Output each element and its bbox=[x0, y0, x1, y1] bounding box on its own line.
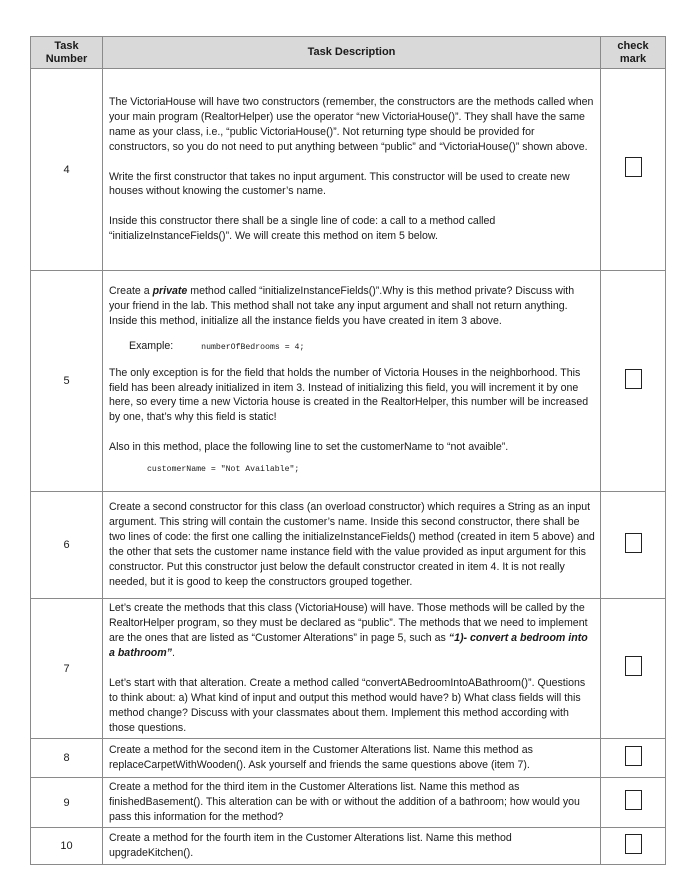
task-paragraph: Also in this method, place the following line to set the customerName to “not avaible”. bbox=[109, 441, 509, 454]
check-cell bbox=[601, 69, 666, 271]
emphasis-private: private bbox=[152, 284, 188, 297]
checkbox[interactable] bbox=[625, 834, 642, 854]
text-run: Create a bbox=[109, 284, 153, 297]
example-code: numberOfBedrooms = 4; bbox=[201, 342, 305, 352]
checkbox[interactable] bbox=[625, 157, 642, 177]
checkbox[interactable] bbox=[625, 656, 642, 676]
task-description bbox=[103, 599, 601, 739]
checkbox[interactable] bbox=[625, 746, 642, 766]
task-paragraph: Create a second constructor for this class (an overload constructor) which requires a String as an input argument. This string will contain the customer’s name. Inside this second constructor, there shall be two lines of code: the first one calling the initializeInstanceFields() method (created in item 5 above) and the other that sets the customer name instance field with the value provided as input argument for this constructor. Put this constructor just below the default constructor created in item 4. It is not really needed, but it is good to keep the constructors grouped together. bbox=[109, 501, 595, 588]
header-check-mark: check mark bbox=[601, 37, 666, 69]
task-number: 8 bbox=[31, 739, 103, 778]
example-label: Example: bbox=[129, 339, 174, 352]
check-cell bbox=[601, 492, 666, 599]
task-number: 4 bbox=[31, 69, 103, 271]
task-table bbox=[30, 36, 666, 865]
task-description bbox=[103, 828, 601, 865]
text-run: . bbox=[171, 647, 175, 660]
task-row-6 bbox=[31, 492, 666, 599]
task-paragraph: Let’s start with that alteration. Create a method called “convertABedroomIntoABathroom()”. Questions to think about: a) What kind of input and output this method would have? b) What class fields will this method change? Discuss with your classmates about them. Implement this method according with those questions. bbox=[109, 677, 586, 734]
task-row-8 bbox=[31, 739, 666, 778]
check-cell bbox=[601, 778, 666, 828]
code-snippet: customerName = "Not Available"; bbox=[147, 465, 300, 475]
task-description bbox=[103, 69, 601, 271]
task-paragraph: Create a method for the fourth item in the Customer Alterations list. Name this method upgradeKitchen(). bbox=[109, 832, 512, 859]
task-number: 7 bbox=[31, 599, 103, 739]
task-row-5 bbox=[31, 271, 666, 492]
check-cell bbox=[601, 828, 666, 865]
task-description bbox=[103, 739, 601, 778]
text-run: method called “initializeInstanceFields()”.Why is this method private? Discuss with your friend in the lab. This method shall not take any input argument and shall not return anything. Inside this method, initialize all the instance fields you have created in item 3 above. bbox=[109, 284, 575, 327]
task-paragraph: Create a method for the second item in the Customer Alterations list. Name this method as replaceCarpetWithWooden(). Ask yourself and friends the same questions above (item 7). bbox=[109, 744, 533, 771]
checkbox[interactable] bbox=[625, 790, 642, 810]
task-description bbox=[103, 271, 601, 492]
task-paragraph: Write the first constructor that takes no input argument. This constructor will be used to create new houses without knowing the customer’s name. bbox=[109, 170, 570, 198]
check-cell bbox=[601, 271, 666, 492]
task-paragraph bbox=[109, 284, 596, 329]
task-paragraph: The VictoriaHouse will have two constructors (remember, the constructors are the methods called when your main program (RealtorHelper) use the operator “new VictoriaHouse()”. They shall have the same name as your class, i.e., “public VictoriaHouse()”. Not returning type should be provided for constructors, so you do not need to put anything between “public” and “VictoriaHouse()” shown above. bbox=[109, 95, 594, 153]
task-row-4 bbox=[31, 69, 666, 271]
header-task-number: Task Number bbox=[31, 37, 103, 69]
task-number: 10 bbox=[31, 828, 103, 865]
text-run: Let’s create the methods that this class (VictoriaHouse) will have. Those methods will be called by the RealtorHelper program, so they must be declared as “public”. The methods that we need to implement are the ones that are listed as “Customer Alterations” in page 5, such as bbox=[109, 602, 588, 645]
check-cell bbox=[601, 599, 666, 739]
emphasis-alteration: “1)- convert a bedroom into a bathroom” bbox=[109, 632, 588, 660]
task-paragraph bbox=[109, 601, 596, 661]
task-paragraph: The only exception is for the field that holds the number of Victoria Houses in the neighborhood. This field has been already initialized in item 3. Instead of initializing this field, you will increment it by one here, so every time a new Victoria house is created in the RealtorHelper, this number will be increased by one, that’s why this field is static! bbox=[109, 366, 589, 424]
header-row bbox=[31, 37, 666, 69]
task-description bbox=[103, 778, 601, 828]
task-number: 9 bbox=[31, 778, 103, 828]
checkbox[interactable] bbox=[625, 369, 642, 389]
task-row-9 bbox=[31, 778, 666, 828]
check-cell bbox=[601, 739, 666, 778]
task-row-10 bbox=[31, 828, 666, 865]
task-paragraph: Inside this constructor there shall be a single line of code: a call to a method called “initializeInstanceFields()”. We will create this method on item 5 below. bbox=[109, 215, 496, 243]
code-line bbox=[109, 461, 596, 478]
task-row-7 bbox=[31, 599, 666, 739]
task-description bbox=[103, 492, 601, 599]
task-paragraph: Create a method for the third item in the Customer Alterations list. Name this method as finishedBasement(). This alteration can be with or without the addition of a bathroom; how would you pass this information for the method? bbox=[109, 781, 580, 823]
task-number: 5 bbox=[31, 271, 103, 492]
header-task-description: Task Description bbox=[103, 37, 601, 69]
example-line bbox=[109, 339, 596, 356]
task-number: 6 bbox=[31, 492, 103, 599]
checkbox[interactable] bbox=[625, 533, 642, 553]
